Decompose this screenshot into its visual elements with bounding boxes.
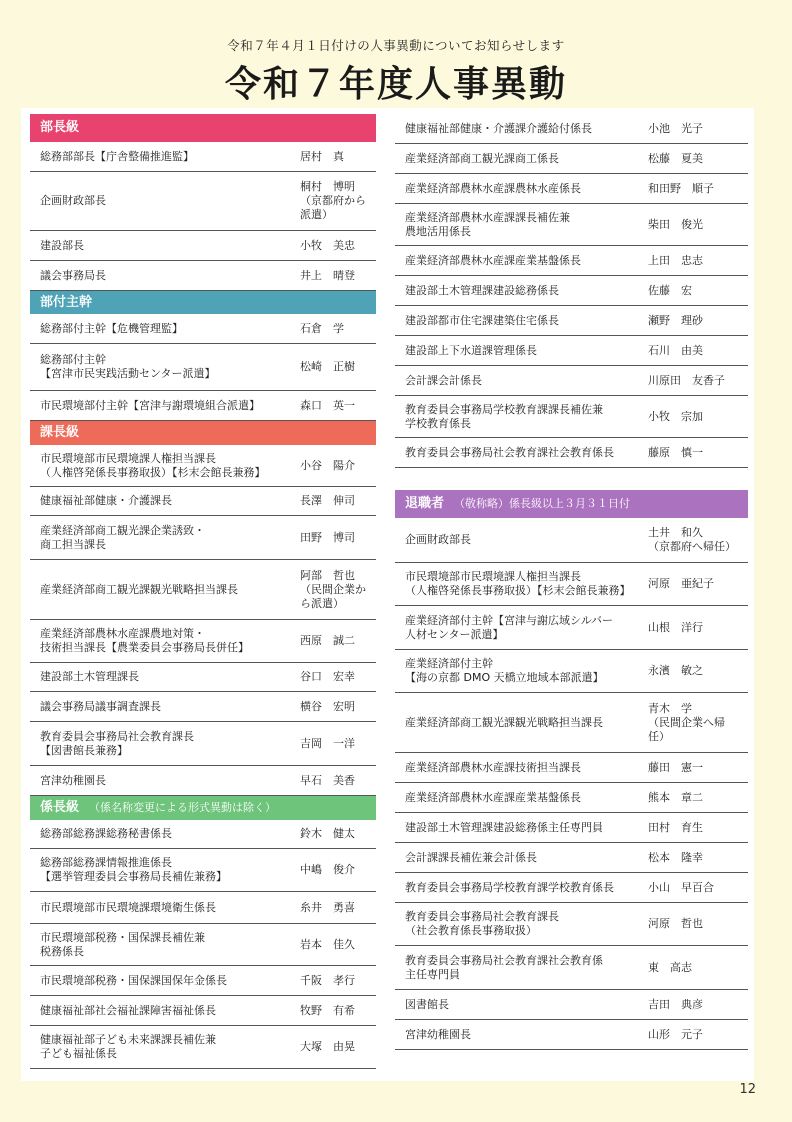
table-row — [395, 563, 748, 606]
section-bufuku — [30, 291, 376, 421]
section-note: （敬称略）係長級以上３月３１日付 — [454, 497, 631, 510]
position-title: 産業経済部商工観光課観光戦略担当課長 — [40, 582, 238, 596]
left-column — [30, 114, 376, 1069]
table-row — [30, 261, 376, 291]
page-subtitle: 令和７年４月１日付けの人事異動についてお知らせします — [227, 38, 565, 53]
person-name: 大塚 由晃 — [300, 1040, 355, 1053]
table-row — [395, 114, 748, 144]
person-name: 早石 美香 — [300, 773, 355, 787]
table-row — [30, 924, 376, 966]
section-title: 退職者 — [405, 496, 445, 511]
section-taishoku — [395, 490, 748, 1050]
position-title: 総務部総務課総務秘書係長 — [40, 827, 172, 840]
table-row — [395, 336, 748, 366]
table-row — [30, 620, 376, 663]
table-row — [395, 650, 748, 693]
table-row — [395, 204, 748, 246]
position-title: 企画財政部長 — [40, 194, 106, 207]
person-name: 吉田 典彦 — [648, 997, 703, 1011]
table-row — [30, 560, 376, 620]
section-title: 係長級 — [40, 800, 80, 815]
table-row — [30, 892, 376, 924]
table-row — [30, 516, 376, 560]
section-title: 部付主幹 — [40, 295, 93, 310]
position-title: 議会事務局議事調査課長 — [40, 699, 161, 713]
position-title: 建設部上下水道課管理係長 — [405, 343, 537, 357]
person-name: 青木 学 （民間企業へ帰 任） — [648, 701, 725, 743]
section-title: 部長級 — [40, 120, 80, 135]
table-row — [30, 142, 376, 172]
table-row — [395, 873, 748, 903]
person-name: 松本 隆幸 — [648, 850, 703, 864]
position-title: 市民環境部税務・国保課国保年金係長 — [40, 973, 227, 987]
table-row — [395, 606, 748, 650]
person-name: 藤原 慎一 — [648, 445, 703, 459]
table-row — [30, 344, 376, 391]
position-title: 市民環境部税務・国保課長補佐兼 税務係長 — [40, 930, 205, 958]
table-row — [395, 306, 748, 336]
position-title: 健康福祉部子ども未来課課長補佐兼 子ども福祉係長 — [40, 1033, 216, 1060]
table-row — [395, 843, 748, 873]
person-name: 上田 忠志 — [648, 253, 703, 267]
position-title: 宮津幼稚園長 — [405, 1027, 471, 1041]
person-name: 横谷 宏明 — [300, 699, 355, 713]
position-title: 健康福祉部社会福祉課障害福祉係長 — [40, 1003, 216, 1017]
table-row — [395, 946, 748, 990]
position-title: 総務部部長【庁舎整備推進監】 — [40, 149, 194, 163]
position-title: 教育委員会事務局学校教育課課長補佐兼 学校教育係長 — [405, 402, 603, 430]
position-title: 建設部土木管理課建設総務係長 — [405, 283, 559, 297]
position-title: 産業経済部農林水産課農地対策・ 技術担当課長【農業委員会事務局長併任】 — [40, 627, 249, 654]
position-title: 産業経済部農林水産課産業基盤係長 — [405, 790, 581, 804]
section-note: （係名称変更による形式異動は除く） — [89, 801, 277, 814]
position-title: 会計課課長補佐兼会計係長 — [405, 850, 537, 864]
table-row — [395, 438, 748, 468]
person-name: 山根 洋行 — [648, 620, 703, 634]
position-title: 宮津幼稚園長 — [40, 773, 106, 787]
table-row — [30, 692, 376, 722]
position-title: 教育委員会事務局社会教育課社会教育係長 — [405, 445, 614, 459]
person-name: 鈴木 健太 — [300, 827, 355, 840]
page-title: 令和７年度人事異動 — [224, 64, 567, 105]
table-row — [395, 903, 748, 946]
person-name: 田村 育生 — [648, 820, 703, 834]
person-name: 小谷 陽介 — [300, 458, 355, 472]
person-name: 東 高志 — [648, 960, 692, 974]
position-title: 市民環境部市民環境課人権担当課長 （人権啓発係長事務取扱）【杉末会館長兼務】 — [40, 451, 266, 479]
position-title: 教育委員会事務局社会教育課社会教育係 主任専門員 — [405, 953, 603, 981]
person-name: 石倉 学 — [300, 321, 344, 335]
position-title: 建設部都市住宅課建築住宅係長 — [405, 313, 559, 327]
person-name: 千阪 孝行 — [300, 973, 355, 987]
position-title: 健康福祉部健康・介護課介護給付係長 — [405, 121, 592, 135]
table-row — [30, 966, 376, 996]
person-name: 山形 元子 — [648, 1027, 703, 1041]
position-title: 市民環境部市民環境課環境衛生係長 — [40, 900, 216, 914]
person-name: 居村 真 — [300, 149, 344, 163]
person-name: 小池 光子 — [648, 121, 703, 135]
position-title: 企画財政部長 — [405, 533, 471, 546]
person-name: 河原 哲也 — [648, 917, 703, 930]
position-title: 建設部長 — [40, 238, 84, 252]
table-row — [30, 391, 376, 421]
table-row — [30, 1026, 376, 1069]
table-row — [395, 144, 748, 174]
section-header — [30, 114, 376, 142]
position-title: 市民環境部付主幹【宮津与謝環境組合派遣】 — [40, 398, 260, 412]
table-row — [395, 783, 748, 813]
person-name: 川原田 友香子 — [648, 373, 725, 387]
person-name: 柴田 俊光 — [648, 217, 703, 231]
position-title: 総務部総務課情報推進係長 【選挙管理委員会事務局長補佐兼務】 — [40, 856, 227, 883]
person-name: 松崎 正樹 — [300, 360, 355, 373]
position-title: 教育委員会事務局学校教育課学校教育係長 — [405, 880, 614, 894]
table-row — [395, 518, 748, 563]
person-name: 阿部 哲也 （民間企業か ら派遣） — [300, 568, 366, 610]
person-name: 松藤 夏美 — [648, 151, 703, 165]
position-title: 図書館長 — [405, 997, 449, 1011]
position-title: 会計課会計係長 — [405, 373, 482, 387]
person-name: 西原 誠二 — [300, 634, 355, 647]
person-name: 土井 和久 （京都府へ帰任） — [648, 526, 736, 553]
table-row — [30, 314, 376, 344]
section-header — [30, 421, 376, 445]
table-row — [30, 487, 376, 516]
position-title: 教育委員会事務局社会教育課長 【図書館長兼務】 — [40, 729, 194, 757]
section-kacho — [30, 421, 376, 796]
person-name: 長澤 伸司 — [300, 494, 355, 507]
table-row — [395, 396, 748, 438]
person-name: 瀬野 理砂 — [648, 313, 703, 327]
position-title: 健康福祉部健康・介護課長 — [40, 494, 172, 507]
position-title: 産業経済部商工観光課企業誘致・ 商工担当課長 — [40, 523, 205, 551]
position-title: 産業経済部付主幹【宮津与謝広域シルバー 人材センター派遣】 — [405, 613, 613, 641]
person-name: 井上 晴登 — [300, 268, 355, 282]
table-row — [395, 246, 748, 276]
table-row — [395, 753, 748, 783]
table-row — [395, 813, 748, 843]
section-header — [395, 490, 748, 518]
table-row — [30, 663, 376, 692]
table-row — [395, 174, 748, 204]
position-title: 産業経済部付主幹 【海の京都 DMO 天橋立地域本部派遣】 — [405, 657, 604, 684]
position-title: 建設部土木管理課長 — [40, 670, 139, 683]
person-name: 岩本 佳久 — [300, 937, 355, 951]
position-title: 総務部付主幹【危機管理監】 — [40, 321, 183, 335]
person-name: 小牧 宗加 — [648, 409, 703, 423]
person-name: 中嶋 俊介 — [300, 863, 355, 876]
position-title: 産業経済部農林水産課技術担当課長 — [405, 760, 581, 774]
table-row — [30, 766, 376, 796]
person-name: 森口 英一 — [300, 398, 355, 412]
person-name: 糸井 勇喜 — [300, 900, 355, 914]
position-title: 総務部付主幹 【宮津市民実践活動センター派遣】 — [40, 353, 216, 380]
person-name: 佐藤 宏 — [648, 283, 692, 297]
table-row — [30, 849, 376, 892]
section-header — [30, 291, 376, 314]
person-name: 熊本 章二 — [648, 790, 703, 804]
person-name: 田野 博司 — [300, 530, 355, 544]
position-title: 建設部土木管理課建設総務係主任専門員 — [405, 820, 603, 834]
table-row — [395, 366, 748, 396]
section-spacer — [395, 468, 748, 490]
person-name: 永濱 敏之 — [648, 664, 703, 677]
table-row — [395, 1020, 748, 1050]
position-title: 産業経済部商工観光課観光戦略担当課長 — [405, 715, 603, 729]
person-name: 牧野 有希 — [300, 1003, 355, 1017]
position-title: 産業経済部商工観光課商工係長 — [405, 151, 559, 165]
section-title: 課長級 — [40, 425, 80, 440]
table-row — [395, 693, 748, 753]
person-name: 和田野 順子 — [648, 181, 714, 195]
person-name: 藤田 憲一 — [648, 760, 703, 774]
table-row — [30, 820, 376, 849]
position-title: 市民環境部市民環境課人権担当課長 （人権啓発係長事務取扱）【杉末会館長兼務】 — [405, 570, 631, 597]
table-row — [395, 276, 748, 306]
table-row — [395, 990, 748, 1020]
person-name: 桐村 博明 （京都府から 派遣） — [300, 180, 366, 221]
position-title: 教育委員会事務局社会教育課長 （社会教育係長事務取扱） — [405, 910, 559, 937]
position-title: 産業経済部農林水産課産業基盤係長 — [405, 253, 581, 267]
page-header — [0, 36, 792, 107]
table-row — [30, 722, 376, 766]
person-name: 吉岡 一洋 — [300, 736, 355, 750]
section-bucho — [30, 114, 376, 291]
person-name: 河原 亜紀子 — [648, 577, 714, 590]
section-kakari — [30, 796, 376, 1069]
page-number: 12 — [739, 1082, 756, 1097]
person-name: 石川 由美 — [648, 343, 703, 357]
section-header — [30, 796, 376, 820]
table-row — [30, 445, 376, 487]
person-name: 小山 早百合 — [648, 880, 714, 894]
table-row — [30, 996, 376, 1026]
person-name: 谷口 宏幸 — [300, 670, 355, 683]
position-title: 産業経済部農林水産課農林水産係長 — [405, 181, 581, 195]
section-kakari-continued — [395, 114, 748, 468]
right-column — [395, 114, 748, 1050]
table-row — [30, 231, 376, 261]
person-name: 小牧 美忠 — [300, 238, 355, 252]
position-title: 産業経済部農林水産課課長補佐兼 農地活用係長 — [405, 210, 570, 238]
table-row — [30, 172, 376, 231]
position-title: 議会事務局長 — [40, 268, 106, 282]
